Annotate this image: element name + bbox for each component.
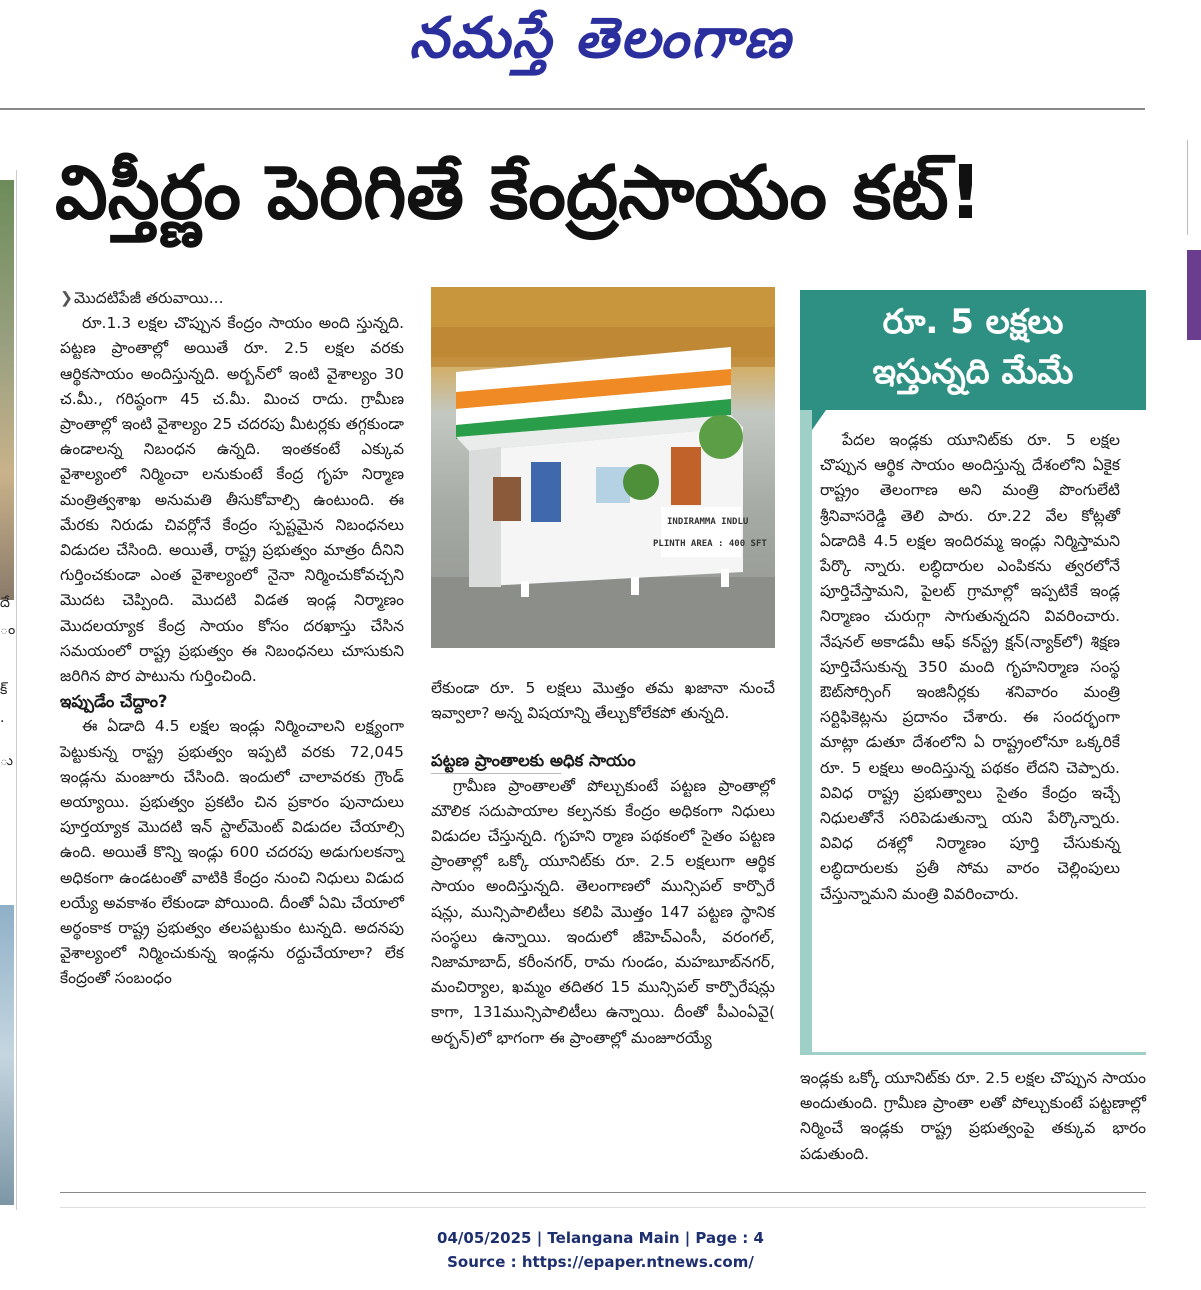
continued-from-kicker: [60, 286, 404, 311]
paragraph: పేదల ఇండ్లకు యూనిట్‌కు రూ. 5 లక్షల చొప్పున ఆర్థిక సాయం అందిస్తున్న దేశంలోని ఏకైక రాష్ట్రం తెలంగాణ అని మంత్రి పొంగులేటి శ్రీనివాసరెడ్డి తెలి పారు. రూ.22 వేల కోట్లతో ఏడాదికి 4.5 లక్షల ఇందిరమ్మ ఇండ్లు నిర్మిస్తామని పేర్కొ న్నారు. లబ్ధిదారుల ఎంపికను త్వరలోనే పూర్తిచేస్తామని, పైలట్ గ్రామాల్లో ఇప్పటికే ఇండ్ల నిర్మాణం చురుగ్గా సాగుతున్నదని వివరించారు. నేషనల్ అకాడమీ ఆఫ్ కన్‌స్ట్ర క్షన్(న్యాక్‌లో) శిక్షణ పూర్తిచేసుకున్న 350 మంది గృహనిర్మాణ సంస్థ ఔట్‌సోర్సింగ్ ఇంజినీర్లకు శనివారం మంత్రి సర్టిఫికెట్లను ప్రదానం చేశారు. ఈ సందర్భంగా మాట్లా డుతూ దేశంలోని ఏ రాష్ట్రంలోనూ ఒక్కరికే రూ. 5 లక్షలు అందిస్తున్న పథకం లేదని చెప్పారు. వివిధ రాష్ట్ర ప్రభుత్వాలు సైతం కేంద్రం ఇచ్చే నిధులతోనే సరిపెడుతున్నా యని పేర్కొన్నారు. వివిధ దశల్లో నిర్మాణం పూర్తి చేసుకున్న లబ్ధిదారులకు ప్రతీ సోమ వారం చెల్లింపులు చేస్తున్నామని మంత్రి వివరించారు.: [820, 431, 1120, 903]
edition-info: 04/05/2025 | Telangana Main | Page : 4: [437, 1229, 764, 1247]
middle-column: [431, 676, 775, 1051]
adjacent-article-strip-left: [0, 170, 16, 1210]
sidebar-box-border: [800, 410, 812, 1055]
paragraph: ఈ ఏడాది 4.5 లక్షల ఇండ్లు నిర్మించాలని లక్ష్యంగా పెట్టుకున్న రాష్ట్ర ప్రభుత్వం ఇప్పటి వరకు 72,045 ఇండ్లను మంజూరు చేసింది. ఇందులో చాలావరకు గ్రౌండ్ అయ్యాయి. ప్రభుత్వం ప్రకటిం చిన ప్రకారం పునాదులు పూర్తయ్యాక మొదటి ఇన్ స్టాల్‌మెంట్ విడుదల చేయాల్సి ఉంది. అయితే కొన్ని ఇండ్లు 600 చదరపు అడుగులకన్నా అధికంగా ఉండటంతో వాటికి కేంద్రం నుంచి నిధులు విడుద లయ్యే అవకాశం లేకుండా పోయింది. దీంతో ఏమి చేయాలో అర్థంకాక రాష్ట్ర ప్రభుత్వం తలపట్టుకుం టున్నది. అదనపు వైశాల్యంలో నిర్మించుకున్న ఇండ్లను రద్దుచేయాలా? లేక కేంద్రంతో సంబంధం: [60, 717, 404, 988]
kicker-text: మొదటిపేజీ తరువాయి...: [74, 289, 224, 307]
edge-text-fragment: ు: [0, 753, 13, 769]
sidebar-box-body: [820, 428, 1120, 907]
article-headline: విస్తీర్ణం పెరిగితే కేంద్రసాయం కట్!: [55, 150, 983, 236]
sidebar-box-title: [800, 290, 1146, 410]
photo-caption-label: INDIRAMMA INDLU: [667, 517, 749, 527]
quote-pointer-icon: [812, 410, 826, 430]
subheading: పట్టణ ప్రాంతాలకు అధిక సాయం: [431, 751, 636, 771]
masthead: [0, 0, 1201, 92]
edge-text-fragment: క్: [0, 682, 8, 698]
adjacent-photo: [0, 905, 14, 1205]
edge-text-fragment: ం: [0, 622, 16, 638]
chevron-right-icon: ❯: [60, 289, 73, 307]
house-model-illustration: [431, 287, 775, 648]
paragraph: రూ.1.3 లక్షల చొప్పున కేంద్రం సాయం అంది స్తున్నది. పట్టణ ప్రాంతాల్లో అయితే రూ. 2.5 లక్షల వరకు ఆర్థికసాయం అందిస్తున్నది. అర్బన్‌లో ఇంటి వైశాల్యం 30 చ.మీ., గరిష్ఠంగా 45 చ.మీ. మించ రాదు. గ్రామీణ ప్రాంతాల్లో ఇంటి వైశాల్యం 25 చదరపు మీటర్లకు తగ్గకుండా ఉండాలన్న నిబంధన ఉన్నది. ఇంతకంటే ఎక్కువ వైశాల్యంలో నిర్మించా లనుకుంటే కేంద్ర గృహ నిర్మాణ మంత్రిత్వశాఖ అనుమతి తీసుకోవాల్సి ఉంటుంది. ఈ మేరకు నిరుడు చివర్లోనే కేంద్రం స్పష్టమైన నిబంధనలు విడుదల చేసింది. అయితే, రాష్ట్ర ప్రభుత్వం మాత్రం దీనిని గుర్తించకుండా ఎంత వైశాల్యంలో నైనా నిర్మించుకోవచ్చని మొదట చెప్పింది. మొదటి విడత ఇండ్ల నిర్మాణం మొదలయ్యాక కేంద్ర సాయం కోసం దరఖాస్తు చేసిన సమయంలో రాష్ట్ర ప్రభుత్వం ఈ నిబంధనలు చూసుకుని జరిగిన పొర పాటును గుర్తించింది.: [60, 314, 404, 686]
page-bottom-rule: [60, 1207, 1146, 1208]
article-bottom-rule: [60, 1192, 1146, 1193]
paragraph: లేకుండా రూ. 5 లక్షలు మొత్తం తమ ఖజానా నుంచే ఇవ్వాలా? అన్న విషయాన్ని తేల్చుకోలేకపో తున్నది.: [431, 679, 775, 723]
newspaper-logo: నమస్తే తెలంగాణ: [409, 6, 792, 71]
adjacent-color-block: [1187, 250, 1201, 340]
paragraph: గ్రామీణ ప్రాంతాలతో పోల్చుకుంటే పట్టణ ప్రాంతాల్లో మౌలిక సదుపాయాల కల్పనకు కేంద్రం అధికంగా నిధులు విడుదల చేస్తున్నది. గృహని ర్మాణ పథకంలో సైతం పట్టణ ప్రాంతాల్లో ఒక్కో యూనిట్‌కు రూ. 2.5 లక్షలుగా ఆర్థిక సాయం అందిస్తున్నది. తెలంగాణలో మున్సిపల్ కార్పొరే షన్లు, మున్సిపాలిటీలు కలిపి మొత్తం 147 పట్టణ స్థానిక సంస్థలు ఉన్నాయి. ఇందులో జీహెచ్‌ఎంసీ, వరంగల్, నిజామాబాద్, కరీంనగర్, రామ గుండం, మహబూబ్‌నగర్, మంచిర్యాల, ఖమ్మం తదితర 15 మున్సిపల్ కార్పొరేషన్లు కాగా, 131మున్సిపాలిటీలు ఉన్నాయి. దీంతో పీఎంఏవై( అర్బన్)లో భాగంగా ఈ ప్రాంతాల్లో మంజూరయ్యే: [431, 776, 775, 1047]
photo-caption-label: PLINTH AREA : 400 SFT: [653, 539, 767, 549]
paragraph: ఇండ్లకు ఒక్కో యూనిట్‌కు రూ. 2.5 లక్షల చొప్పున సాయం అందుతుంది. గ్రామీణ ప్రాంతా లతో పోల్చుకుంటే పట్టణాల్లో నిర్మించే ఇండ్లకు రాష్ట్ర ప్రభుత్వంపై తక్కువ భారం పడుతుంది.: [800, 1069, 1146, 1163]
masthead-divider: [0, 108, 1145, 110]
page-footer: [0, 1226, 1201, 1274]
middle-column-separator: [431, 773, 561, 774]
subheading: ఇప్పుడేం చేద్దాం?: [60, 692, 168, 712]
article-photo-house-model: [431, 287, 775, 648]
left-column-divider: [16, 170, 17, 1210]
left-column: [60, 286, 404, 992]
adjacent-photo: [0, 180, 14, 600]
sidebar-title-line: రూ. 5 లక్షలు: [882, 302, 1064, 342]
edge-text-fragment: దే: [0, 595, 10, 611]
adjacent-article-strip-right: [1187, 140, 1201, 340]
source-link[interactable]: Source : https://epaper.ntnews.com/: [447, 1253, 754, 1271]
sidebar-box-border: [800, 1052, 1146, 1055]
edge-text-fragment: .: [0, 710, 5, 726]
right-column-continuation: [800, 1066, 1146, 1167]
sidebar-title-line: ఇస్తున్నది మేమే: [872, 352, 1074, 392]
adjacent-column-edge: [1187, 140, 1201, 235]
